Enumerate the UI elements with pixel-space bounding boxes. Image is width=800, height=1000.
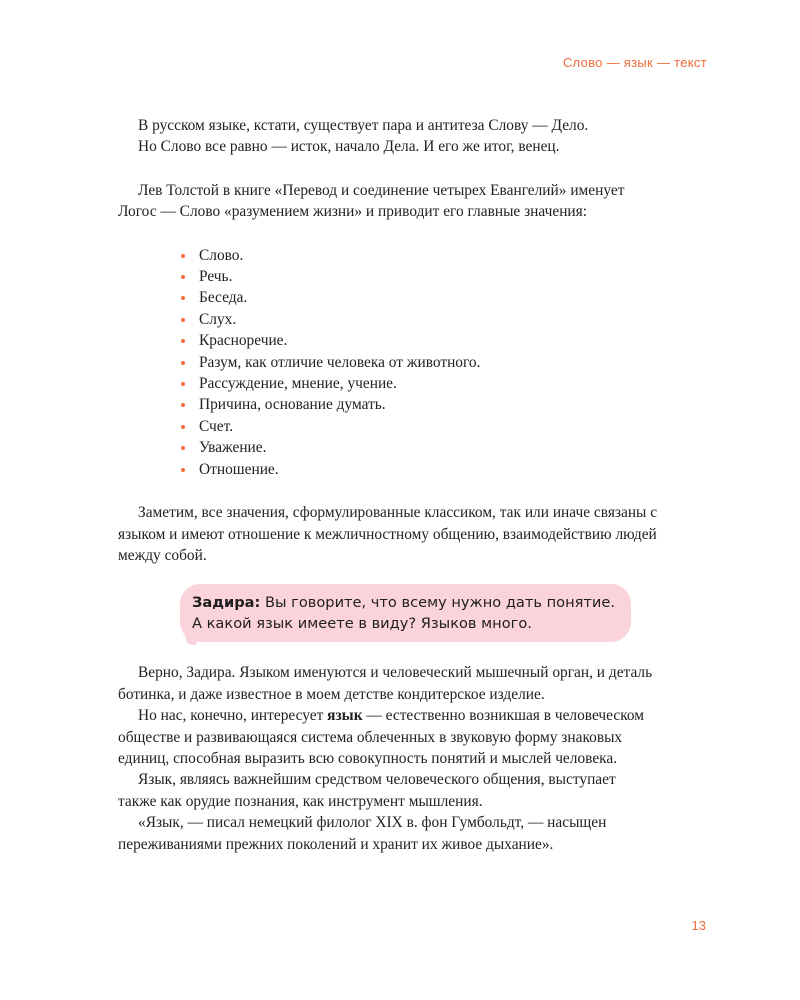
list-item: Красноречие.	[181, 330, 658, 351]
dialog-line-1: Вы говорите, что всему нужно дать понятие.	[265, 594, 615, 612]
list-item: Счет.	[181, 416, 658, 437]
page-number: 13	[691, 918, 706, 933]
humboldt-quote: «Язык, — писал немецкий филолог XIX в. фон Гумбольдт, — насыщен переживаниями прежних поколений и хранит их живое дыхание».	[118, 814, 607, 853]
answer-paragraph-2	[118, 705, 658, 769]
remark-paragraph: Заметим, все значения, сформулированные классиком, так или иначе связаны с языком и имеют отношение к межличностному общению, взаимодействию людей между собой.	[118, 504, 658, 564]
page-body	[118, 115, 658, 855]
dialog-line-2: А какой язык имеете в виду? Языков много.	[192, 615, 532, 633]
answer-paragraph-3: Язык, являясь важнейшим средством человеческого общения, выступает также как орудие познания, как инструмент мышления.	[118, 771, 616, 810]
term-language: язык	[327, 707, 363, 725]
list-item: Слово.	[181, 245, 658, 266]
answer-paragraph-1: Верно, Задира. Языком именуются и человеческий мышечный орган, и деталь ботинка, и даже известное в моем детстве кондитерское изделие.	[118, 664, 653, 703]
list-item: Беседа.	[181, 287, 658, 308]
tolstoy-paragraph: Лев Толстой в книге «Перевод и соединение четырех Евангелий» именует Логос — Слово «разумением жизни» и приводит его главные значения:	[118, 181, 625, 221]
answer-p2-after: — естественно возникшая в человеческом обществе и развивающаяся система облеченных в звуковую форму знаковых единиц, способная выразить всю совокупность понятий и мыслей человека.	[118, 707, 645, 767]
dialog-bubble	[180, 584, 631, 642]
intro-line-2: Но Слово все равно — исток, начало Дела. И его же итог, венец.	[138, 138, 560, 156]
list-item: Причина, основание думать.	[181, 394, 658, 415]
dialog-speaker: Задира:	[192, 594, 261, 612]
intro-line-1: В русском языке, кстати, существует пара и антитеза Слову — Дело.	[138, 117, 589, 134]
answer-p2-before: Но нас, конечно, интересует	[138, 707, 328, 725]
meanings-list	[118, 245, 658, 480]
list-item: Разум, как отличие человека от животного.	[181, 352, 658, 373]
list-item: Уважение.	[181, 437, 658, 458]
list-item: Рассуждение, мнение, учение.	[181, 373, 658, 394]
running-title: Слово — язык — текст	[562, 55, 707, 70]
list-item: Отношение.	[181, 459, 658, 480]
list-item: Речь.	[181, 266, 658, 287]
list-item: Слух.	[181, 309, 658, 330]
